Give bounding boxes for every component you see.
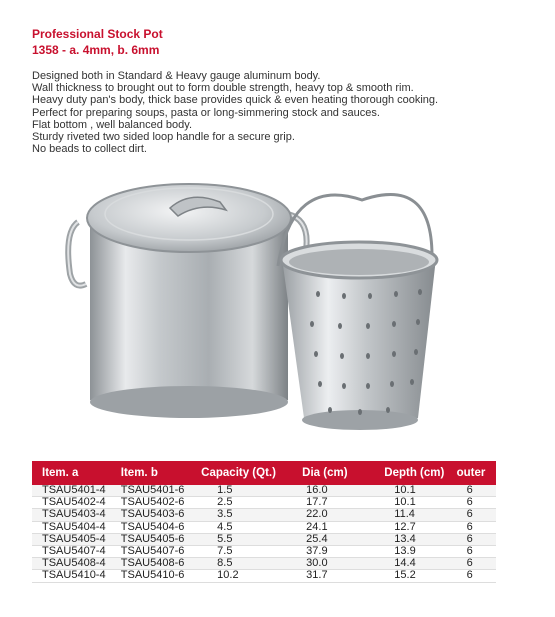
cell-item-a: TSAU5407-4	[32, 545, 121, 557]
description-line: No beads to collect dirt.	[32, 143, 147, 156]
header-item-a: Item. a	[32, 461, 121, 485]
header-item-b: Item. b	[121, 461, 201, 485]
cell-capacity: 8.5	[201, 558, 302, 570]
table-row	[32, 570, 496, 582]
cell-depth: 11.4	[384, 509, 456, 521]
description-line: Wall thickness to brought out to form double strength, heavy top & smooth rim.	[32, 82, 414, 95]
cell-capacity: 1.5	[201, 485, 302, 497]
cell-item-a: TSAU5408-4	[32, 558, 121, 570]
cell-item-b: TSAU5407-6	[121, 545, 201, 557]
cell-outer: 6	[457, 509, 496, 521]
cell-depth: 13.9	[384, 545, 456, 557]
stock-pot	[68, 184, 306, 418]
cell-depth: 15.2	[384, 570, 456, 582]
cell-capacity: 10.2	[201, 570, 302, 582]
table-row	[32, 558, 496, 570]
table-row	[32, 509, 496, 521]
cell-item-b: TSAU5405-6	[121, 533, 201, 545]
cell-outer: 6	[457, 570, 496, 582]
cell-depth: 13.4	[384, 533, 456, 545]
table-header-row	[32, 461, 496, 485]
cell-capacity: 7.5	[201, 545, 302, 557]
cell-depth: 14.4	[384, 558, 456, 570]
cell-item-a: TSAU5405-4	[32, 533, 121, 545]
cell-diameter: 16.0	[302, 485, 384, 497]
product-title: Professional Stock Pot	[32, 27, 163, 41]
description-line: Flat bottom , well balanced body.	[32, 118, 192, 131]
table-row	[32, 545, 496, 557]
cell-depth: 10.1	[384, 485, 456, 497]
cell-diameter: 22.0	[302, 509, 384, 521]
cell-diameter: 17.7	[302, 497, 384, 509]
header-depth: Depth (cm)	[384, 461, 456, 485]
cell-outer: 6	[457, 558, 496, 570]
description-line: Heavy duty pan's body, thick base provides quick & even heating thorough cooking.	[32, 94, 439, 107]
header-outer: outer	[457, 461, 496, 485]
table-row	[32, 521, 496, 533]
cell-item-b: TSAU5401-6	[121, 485, 201, 497]
cell-diameter: 30.0	[302, 558, 384, 570]
cell-item-b: TSAU5408-6	[121, 558, 201, 570]
header-diameter: Dia (cm)	[302, 461, 384, 485]
table-row	[32, 533, 496, 545]
product-description	[32, 70, 542, 155]
cell-diameter: 31.7	[302, 570, 384, 582]
cell-depth: 12.7	[384, 521, 456, 533]
table-row	[32, 485, 496, 497]
cell-capacity: 4.5	[201, 521, 302, 533]
cell-diameter: 25.4	[302, 533, 384, 545]
cell-diameter: 24.1	[302, 521, 384, 533]
cell-depth: 10.1	[384, 497, 456, 509]
description-line: Designed both in Standard & Heavy gauge aluminum body.	[32, 70, 321, 82]
cell-outer: 6	[457, 533, 496, 545]
cell-outer: 6	[457, 521, 496, 533]
header-capacity: Capacity (Qt.)	[201, 461, 302, 485]
product-photo	[60, 174, 480, 442]
cell-outer: 6	[457, 497, 496, 509]
cell-item-a: TSAU5402-4	[32, 497, 121, 509]
cell-item-b: TSAU5402-6	[121, 497, 201, 509]
cell-capacity: 2.5	[201, 497, 302, 509]
table-row	[32, 497, 496, 509]
cell-capacity: 5.5	[201, 533, 302, 545]
cell-item-b: TSAU5404-6	[121, 521, 201, 533]
cell-item-a: TSAU5403-4	[32, 509, 121, 521]
cell-item-b: TSAU5410-6	[121, 570, 201, 582]
cell-item-b: TSAU5403-6	[121, 509, 201, 521]
cell-item-a: TSAU5410-4	[32, 570, 121, 582]
product-subtitle: 1358 - a. 4mm, b. 6mm	[32, 43, 160, 57]
description-line: Perfect for preparing soups, pasta or long-simmering stock and sauces.	[32, 106, 380, 119]
cell-item-a: TSAU5401-4	[32, 485, 121, 497]
cell-diameter: 37.9	[302, 545, 384, 557]
cell-capacity: 3.5	[201, 509, 302, 521]
cell-outer: 6	[457, 485, 496, 497]
description-line: Sturdy riveted two sided loop handle for a secure grip.	[32, 131, 295, 144]
spec-table	[32, 461, 496, 583]
cell-item-a: TSAU5404-4	[32, 521, 121, 533]
cell-outer: 6	[457, 545, 496, 557]
